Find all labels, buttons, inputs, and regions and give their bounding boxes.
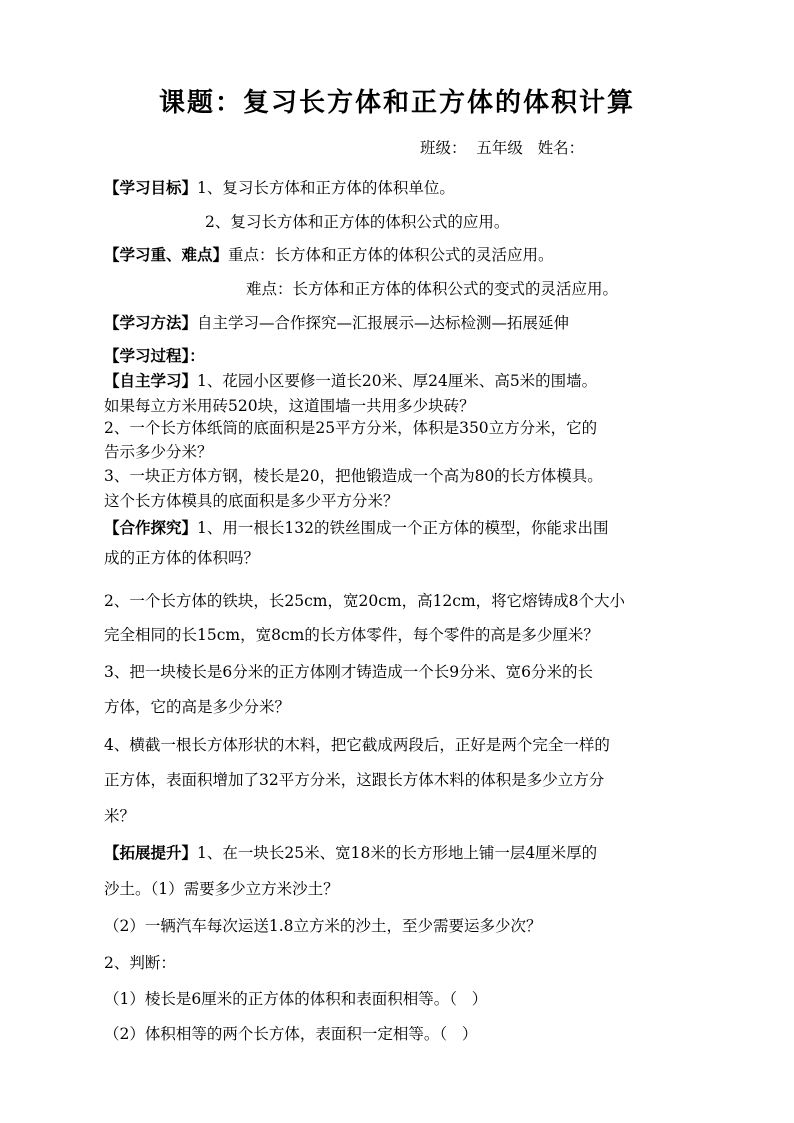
extension-q1c: （2）一辆汽车每次运送1.8立方米的沙土，至少需要运多少次？ bbox=[104, 917, 542, 935]
objectives-label: 【学习目标】 bbox=[104, 178, 198, 197]
cooperation-q4a: 4、横截一根长方体形状的木料，把它截成两段后，正好是两个完全一样的 bbox=[104, 736, 610, 754]
extension-q2-label: 2、判断： bbox=[104, 954, 176, 972]
cooperation-line-1 bbox=[104, 516, 704, 538]
class-name-line: 班级： 五年级 姓名： bbox=[420, 139, 585, 157]
key-point: 重点：长方体和正方体的体积公式的灵活应用。 bbox=[228, 246, 554, 264]
self-study-q3b: 这个长方体模具的底面积是多少平方分米？ bbox=[104, 492, 399, 510]
extension-label: 【拓展提升】 bbox=[104, 843, 198, 862]
key-points-label: 【学习重、难点】 bbox=[104, 245, 229, 264]
method-line bbox=[104, 311, 704, 333]
objective-1: 1、复习长方体和正方体的体积单位。 bbox=[197, 179, 455, 197]
cooperation-q3b: 方体，它的高是多少分米？ bbox=[104, 698, 291, 716]
method-text: 自主学习—合作探究—汇报展示—达标检测—拓展延伸 bbox=[197, 314, 570, 332]
cooperation-q4c: 米？ bbox=[104, 807, 136, 825]
self-study-q1a: 1、花园小区要修一道长20米、厚24厘米、高5米的围墙。 bbox=[197, 372, 598, 390]
extension-q1b: 沙土。（1）需要多少立方米沙土？ bbox=[104, 880, 339, 898]
difficult-point: 难点：长方体和正方体的体积公式的变式的灵活应用。 bbox=[246, 280, 619, 298]
cooperation-q3a: 3、把一块棱长是6分米的正方体刚才铸造成一个长9分米、宽6分米的长 bbox=[104, 663, 593, 681]
objectives-line-1 bbox=[104, 176, 704, 198]
extension-line-1 bbox=[104, 841, 704, 863]
self-study-q1b: 如果每立方米用砖520块，这道围墙一共用多少块砖？ bbox=[104, 397, 475, 415]
judgment-1: （1）棱长是6厘米的正方体的体积和表面积相等。（ ） bbox=[104, 990, 488, 1008]
cooperation-q1b: 成的正方体的体积吗？ bbox=[104, 549, 260, 567]
cooperation-q1a: 1、用一根长132的铁丝围成一个正方体的模型，你能求出围 bbox=[197, 519, 609, 537]
extension-q1a: 1、在一块长25米、宽18米的长方形地上铺一层4厘米厚的 bbox=[197, 844, 598, 862]
method-label: 【学习方法】 bbox=[104, 313, 198, 332]
cooperation-label: 【合作探究】 bbox=[104, 518, 198, 537]
cooperation-q2b: 完全相同的长15cm，宽8cm的长方体零件，每个零件的高是多少厘米？ bbox=[104, 626, 599, 644]
cooperation-q2a: 2、一个长方体的铁块，长25cm，宽20cm，高12cm，将它熔铸成8个大小 bbox=[104, 592, 626, 610]
page-title: 课题：复习长方体和正方体的体积计算 bbox=[158, 88, 635, 118]
process-label: 【学习过程】： bbox=[104, 346, 205, 365]
key-points-line bbox=[104, 243, 704, 265]
self-study-q3a: 3、一块正方体方钢，棱长是20，把他锻造成一个高为80的长方体模具。 bbox=[104, 467, 603, 485]
self-study-q2b: 告示多少分米？ bbox=[104, 443, 213, 461]
self-study-label: 【自主学习】 bbox=[104, 371, 198, 390]
cooperation-q4b: 正方体，表面积增加了32平方分米，这跟长方体木料的体积是多少立方分 bbox=[104, 771, 605, 789]
self-study-line-1 bbox=[104, 369, 704, 391]
judgment-2: （2）体积相等的两个长方体，表面积一定相等。（ ） bbox=[104, 1025, 478, 1043]
self-study-q2a: 2、一个长方体纸筒的底面积是25平方分米，体积是350立方分米，它的 bbox=[104, 419, 598, 437]
objective-2: 2、复习长方体和正方体的体积公式的应用。 bbox=[205, 213, 510, 231]
